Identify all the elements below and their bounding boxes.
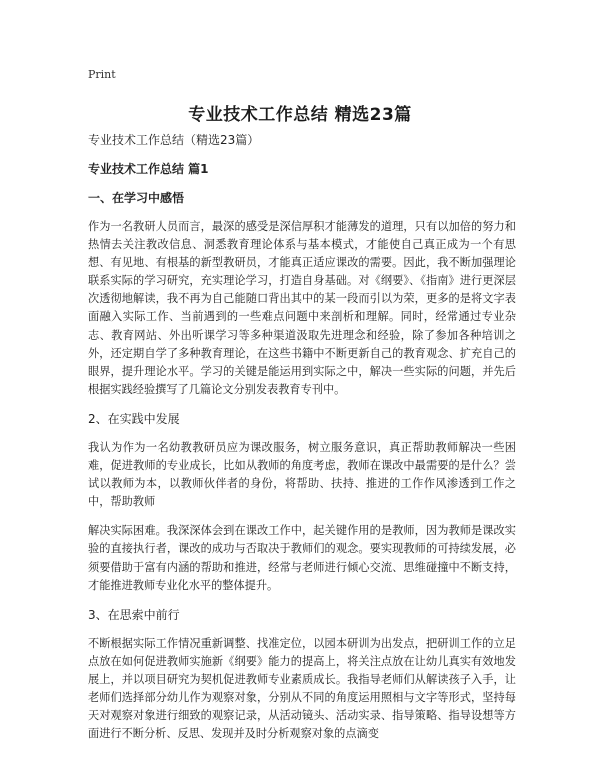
- section-title: 专业技术工作总结 篇1: [88, 162, 209, 176]
- paragraph-practice-continued: 解决实际困难。我深深体会到在课改工作中，起关键作用的是教师，因为教师是课改实验的直接执行者，课改的成功与否取决于教师们的观念。要实现教师的可持续发展，必须要借助于富有内涵的帮助和推进，经常与老师进行倾心交流、思维碰撞中不断支持，才能推进教师专业化水平的整体提升。: [88, 524, 516, 592]
- page-title: 专业技术工作总结 精选23篇: [188, 105, 412, 125]
- heading-reflection: 3、在思索中前行: [88, 607, 180, 622]
- heading-learning: 一、在学习中感悟: [88, 191, 185, 205]
- document-subtitle: 专业技术工作总结（精选23篇）: [88, 133, 260, 147]
- document-body: [88, 131, 516, 754]
- paragraph-learning: 作为一名教研人员而言，最深的感受是深信厚积才能薄发的道理，只有以加倍的努力和热情去关注教改信息、洞悉教育理论体系与基本模式，才能使自己真正成为一个有思想、有见地、有根基的新型教研员，才能真正适应课改的需要。因此，我不断加强理论联系实际的学习研究，充实理论学习，打造自身基础。对《纲要》、《指南》进行更深层次透彻地解读，我不再为自己能随口背出其中的某一段而引以为荣，更多的是将文字表面融入实际工作、当前遇到的一些难点问题中来剖析和理解。同时，经常通过专业杂志、教育网站、外出听课学习等多种渠道汲取先进理念和经验，除了参加各种培训之外，还定期自学了多种教育理论，在这些书籍中不断更新自己的教育观念、扩充自己的眼界，提升理论水平。学习的关键是能运用到实际之中，解决一些实际的问题，并先后根据实践经验撰写了几篇论文分别发表教育专刊中。: [88, 220, 516, 396]
- paragraph-reflection: 不断根据实际工作情况重新调整、找准定位，以园本研训为出发点，把研训工作的立足点放在如何促进教师实施新《纲要》能力的提高上，将关注点放在让幼儿真实有效地发展上，并以项目研究为契机促进教师专业素质成长。我指导老师们从解读孩子入手，让老师们选择部分幼儿作为观察对象，分别从不同的角度运用照相与文字等形式，坚持每天对观察对象进行细致的观察记录，从活动镜头、活动实录、指导策略、指导设想等方面进行不断分析、反思、发现并及时分析观察对象的点滴变: [88, 636, 516, 741]
- print-label[interactable]: Print: [88, 68, 116, 81]
- paragraph-practice: 我认为作为一名幼教教研员应为课改服务，树立服务意识，真正帮助教师解决一些困难，促进教师的专业成长，比如从教师的角度考虑，教师在课改中最需要的是什么？尝试以教师为本，以教师伙伴者的身份，将帮助、扶持、推进的工作作风渗透到工作之中，帮助教师: [88, 440, 516, 509]
- heading-practice: 2、在实践中发展: [88, 411, 180, 426]
